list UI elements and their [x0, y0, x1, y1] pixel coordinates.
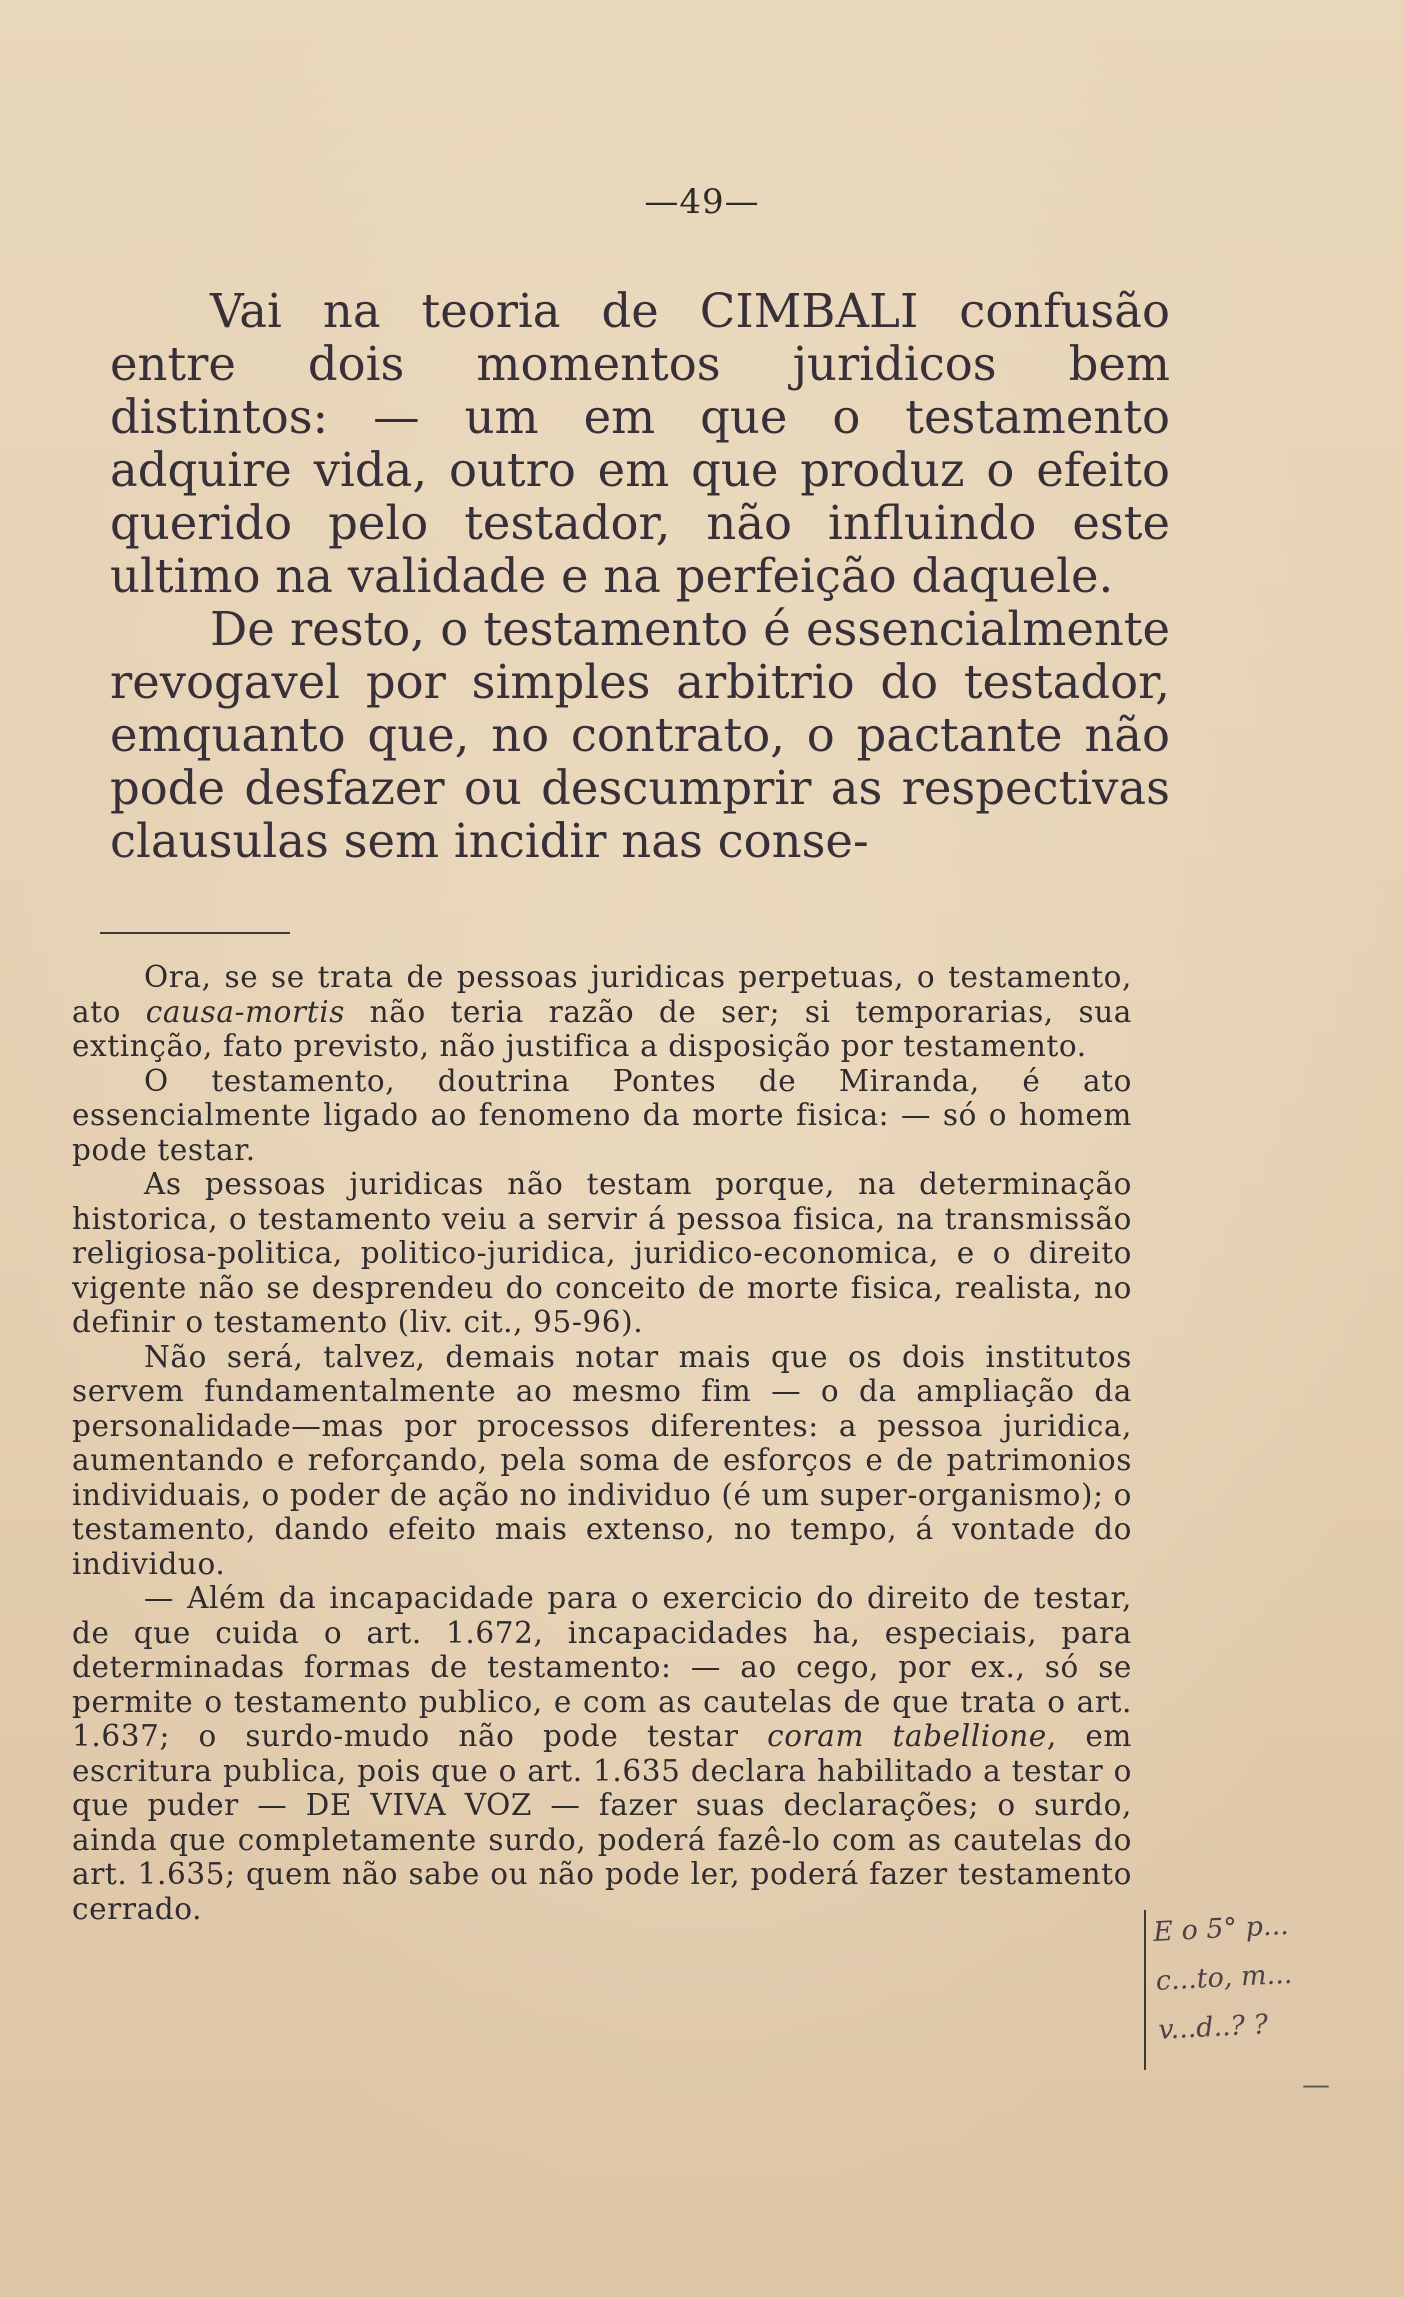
handwritten-line: E o 5° p... [1152, 1909, 1290, 1948]
handwritten-margin-note [1152, 1895, 1404, 2055]
footnote-italic-term: causa-mortis [145, 994, 345, 1029]
footnote-text: — Além da incapacidade para o exercicio do direito de testar, de que cuida o art. 1.672, incapacidades ha, especiais, para determinadas formas de testamento: — ao cego, por ex., só se permite o testamento publico, e com as cautelas de que trata o art. 1.637; o surdo-mudo não pode testar [72, 1581, 1132, 1753]
footnote-paragraph [72, 1581, 1132, 1926]
main-text-body [110, 285, 1170, 868]
handwritten-dash: — [1302, 2068, 1330, 2101]
main-paragraph: De resto, o testamento é essencialmente revogavel por simples arbitrio do testador, emquanto que, no contrato, o pactante não pode desfazer ou descumprir as respectivas clausulas sem incidir nas conse- [110, 602, 1170, 868]
footnote-paragraph [72, 1340, 1132, 1582]
page-number: —49— [644, 182, 760, 222]
footnote-paragraph [72, 1167, 1132, 1340]
footnote-paragraph [72, 1064, 1132, 1168]
footnote-text: O testamento, doutrina Pontes de Miranda, é ato essencialmente ligado ao fenomeno da morte fisica: — só o homem pode testar. [72, 1063, 1132, 1167]
handwritten-line: v...d..? ? [1157, 2009, 1269, 2046]
footnotes-block [72, 960, 1132, 1926]
footnote-paragraph [72, 960, 1132, 1064]
handwritten-line: c...to, m... [1155, 1958, 1293, 1997]
margin-annotation-bar [1144, 1910, 1146, 2070]
main-paragraph: Vai na teoria de CIMBALI confusão entre dois momentos juridicos bem distintos: — um em que o testamento adquire vida, outro em que produz o efeito querido pelo testador, não influindo este ultimo na validade e na perfeição daquele. [110, 284, 1170, 603]
footnote-italic-term: coram tabellione [767, 1719, 1047, 1753]
footnote-text: Não será, talvez, demais notar mais que os dois institutos servem fundamentalmente ao mesmo fim — o da ampliação da personalidade—mas por processos diferentes: a pessoa juridica, aumentando e reforçando, pela soma de esforços e de patrimonios individuais, o poder de ação no individuo (é um super-organismo); o testamento, dando efeito mais extenso, no tempo, á vontade do individuo. [72, 1339, 1132, 1581]
footnote-text: As pessoas juridicas não testam porque, na determinação historica, o testamento veiu a servir á pessoa fisica, na transmissão religiosa-politica, politico-juridica, juridico-economica, e o direito vigente não se desprendeu do conceito de morte fisica, realista, no definir o testamento (liv. cit., 95-96). [72, 1167, 1132, 1339]
footnote-text: , em escritura publica, pois que o art. 1.635 declara habilitado a testar o que puder — DE VIVA VOZ — fazer suas declarações; o surdo, ainda que completamente surdo, poderá fazê-lo com as cautelas do art. 1.635; quem não sabe ou não pode ler, poderá fazer testamento cerrado. [72, 1719, 1132, 1926]
footnote-text: não teria razão de ser; si temporarias, sua extinção, fato previsto, não justifica a disposição por testamento. [72, 994, 1132, 1063]
footnote-separator-rule [100, 932, 290, 934]
footnote-text: Ora, se se trata de pessoas juridicas perpetuas, o testamento, ato [72, 960, 1132, 1029]
